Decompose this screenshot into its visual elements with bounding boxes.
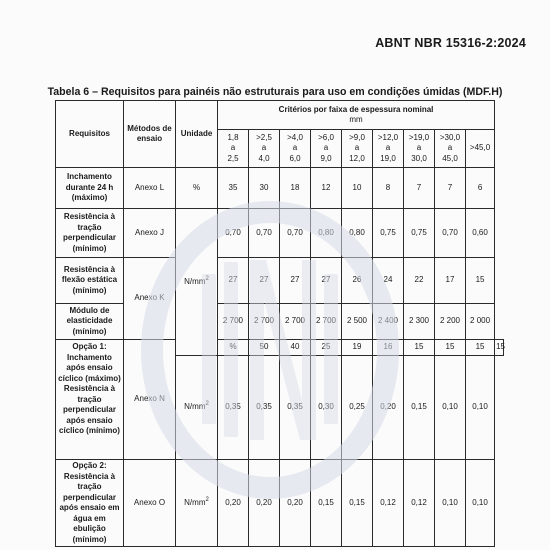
table-row [56, 209, 504, 258]
method-cell: Anexo K [124, 258, 176, 340]
header-requisitos: Requisitos [56, 101, 124, 168]
table-row [56, 304, 504, 340]
value-cell: 15 [404, 340, 435, 356]
table-row [56, 168, 504, 209]
value-cell: 0,20 [249, 460, 280, 547]
value-cell: 27 [311, 258, 342, 304]
value-cell: 27 [218, 258, 249, 304]
req-cell: Resistência à flexão estática (mínimo) [56, 258, 124, 304]
value-cell: 0,15 [404, 356, 435, 460]
range-header-cell: >45,0 [466, 130, 495, 168]
value-cell: 0,20 [280, 460, 311, 547]
value-cell: 40 [280, 340, 311, 356]
value-cell: 17 [435, 258, 466, 304]
req-cell: Resistência à tração perpendicular (mínimo) [56, 209, 124, 258]
unit-cell: % [176, 168, 218, 209]
range-header-cell: >19,0 a 30,0 [404, 130, 435, 168]
value-cell: 35 [218, 168, 249, 209]
value-cell: 26 [342, 258, 373, 304]
value-cell: 15 [466, 340, 495, 356]
value-cell: 2 000 [466, 304, 495, 340]
range-header-cell: >2,5 a 4,0 [249, 130, 280, 168]
value-cell: 8 [373, 168, 404, 209]
unit-cell: $N/mm^2$ [176, 460, 218, 547]
value-cell: 0,60 [466, 209, 495, 258]
value-cell: 19 [342, 340, 373, 356]
value-cell: 6 [466, 168, 495, 209]
table-row [56, 258, 504, 304]
req-cell: Módulo de elasticidade (mínimo) [56, 304, 124, 340]
value-cell: 0,12 [373, 460, 404, 547]
range-header-cell: >30,0 a 45,0 [435, 130, 466, 168]
unit-cell-tracao-flexao: $N/mm^2$ [176, 209, 218, 356]
unit-cell: % [218, 340, 249, 356]
value-cell: 0,70 [218, 209, 249, 258]
value-cell: 0,20 [218, 460, 249, 547]
value-cell: 2 700 [311, 304, 342, 340]
value-cell: 0,15 [342, 460, 373, 547]
value-cell: 27 [249, 258, 280, 304]
value-cell: 2 400 [373, 304, 404, 340]
header-unidade: Unidade [176, 101, 218, 168]
value-cell: 15 [466, 258, 495, 304]
value-cell: 0,75 [404, 209, 435, 258]
table-caption: Tabela 6 – Requisitos para painéis não estruturais para uso em condições úmidas (MDF.H) [47, 86, 503, 98]
value-cell: 15 [435, 340, 466, 356]
value-cell: 50 [249, 340, 280, 356]
criteria-title: Critérios por faixa de espessura nominal [278, 104, 434, 114]
method-cell: Anexo O [124, 460, 176, 547]
value-cell: 0,70 [249, 209, 280, 258]
value-cell: 16 [373, 340, 404, 356]
value-cell: 0,80 [311, 209, 342, 258]
value-cell: 2 700 [218, 304, 249, 340]
value-cell: 0,10 [435, 356, 466, 460]
range-header-cell: >9,0 a 12,0 [342, 130, 373, 168]
range-header-cell: >4,0 a 6,0 [280, 130, 311, 168]
method-cell: Anexo N [124, 340, 176, 460]
range-header-cell: >12,0 a 19,0 [373, 130, 404, 168]
value-cell: 30 [249, 168, 280, 209]
value-cell: 2 500 [342, 304, 373, 340]
value-cell: 18 [280, 168, 311, 209]
value-cell: 0,10 [466, 356, 495, 460]
value-cell: 0,25 [342, 356, 373, 460]
value-cell: 2 700 [249, 304, 280, 340]
value-cell: 25 [311, 340, 342, 356]
header-criteria [218, 101, 495, 130]
value-cell: 22 [404, 258, 435, 304]
value-cell: 12 [311, 168, 342, 209]
value-cell: 7 [404, 168, 435, 209]
unit-cell: $N/mm^2$ [176, 356, 218, 460]
value-cell: 2 200 [435, 304, 466, 340]
value-cell: 0,10 [435, 460, 466, 547]
value-cell: 0,70 [435, 209, 466, 258]
criteria-unit: mm [349, 115, 363, 124]
value-cell: 24 [373, 258, 404, 304]
value-cell: 27 [280, 258, 311, 304]
value-cell: 0,35 [218, 356, 249, 460]
value-cell: 15 [495, 340, 504, 356]
value-cell: 7 [435, 168, 466, 209]
value-cell: 0,35 [249, 356, 280, 460]
method-cell: Anexo L [124, 168, 176, 209]
header-metodos: Métodos de ensaio [124, 101, 176, 168]
value-cell: 0,35 [280, 356, 311, 460]
value-cell: 0,20 [373, 356, 404, 460]
value-cell: 2 300 [404, 304, 435, 340]
table-row [56, 340, 504, 356]
table-row [56, 460, 504, 547]
req-cell-opcao-1: Opção 1: Inchamento após ensaio cíclico (máximo) Resistência à tração perpendicular após ensaio cíclico (mínimo) [56, 340, 124, 460]
requirements-table [55, 100, 504, 547]
document-code: ABNT NBR 15316-2:2024 [375, 36, 526, 50]
range-header-cell: >6,0 a 9,0 [311, 130, 342, 168]
value-cell: 2 700 [280, 304, 311, 340]
method-cell: Anexo J [124, 209, 176, 258]
value-cell: 0,70 [280, 209, 311, 258]
value-cell: 0,10 [466, 460, 495, 547]
req-cell: Opção 2: Resistência à tração perpendicular após ensaio em água em ebulição (mínimo) [56, 460, 124, 547]
value-cell: 0,15 [311, 460, 342, 547]
value-cell: 0,12 [404, 460, 435, 547]
range-header-cell: 1,8 a 2,5 [218, 130, 249, 168]
value-cell: 0,80 [342, 209, 373, 258]
value-cell: 0,75 [373, 209, 404, 258]
value-cell: 0,30 [311, 356, 342, 460]
req-cell: Inchamento durante 24 h (máximo) [56, 168, 124, 209]
value-cell: 10 [342, 168, 373, 209]
